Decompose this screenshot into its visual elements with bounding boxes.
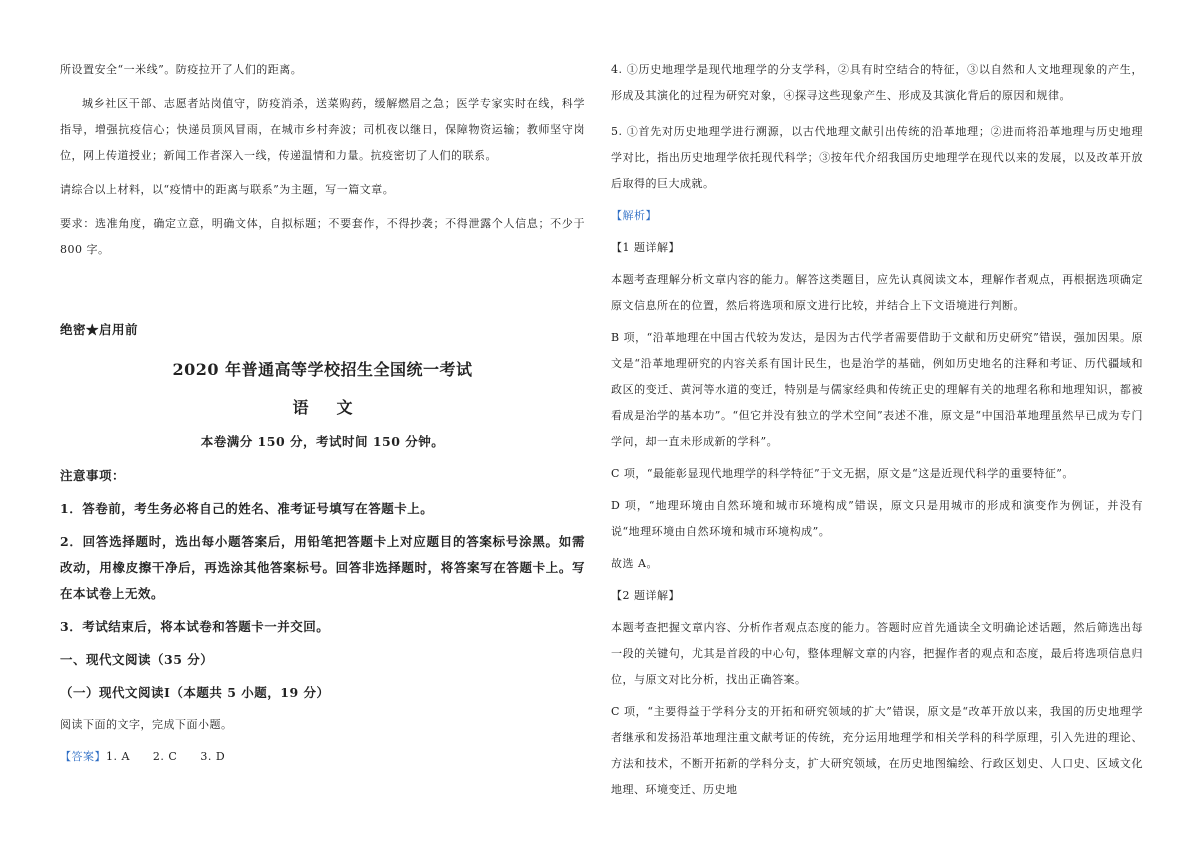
essay-material-paragraph: 城乡社区干部、志愿者站岗值守，防疫消杀，送菜购药，缓解燃眉之急；医学专家实时在线，科学指导，增强抗疫信心；快递员顶风冒雨，在城市乡村奔波；司机夜以继日，保障物资运输；教师坚守岗位，网上传道授业；新闻工作者深入一线，传递温情和力量。抗疫密切了人们的联系。 [60, 97, 585, 162]
detail-2-intro: 本题考查把握文章内容、分析作者观点态度的能力。答题时应首先通读全文明确论述话题，然后筛选出每一段的关键句，尤其是首段的中心句，整体理解文章的内容，把握作者的观点和态度，最后将选项信息归位，与原文对比分析，找出正确答案。 [611, 621, 1143, 686]
detail-1-option-c: C 项，“最能彰显现代地理学的科学特征”于文无据，原文是“这是近现代科学的重要特征”。 [611, 467, 1074, 480]
subject-title: 语文 [292, 398, 381, 417]
right-column [611, 0, 1143, 803]
notice-item-1: 1．答卷前，考生务必将自己的姓名、准考证号填写在答题卡上。 [60, 501, 434, 516]
analysis-tag: 【解析】 [611, 209, 657, 222]
notice-title: 注意事项： [60, 468, 126, 483]
detail-1-option-b: B 项，“沿革地理在中国古代较为发达，是因为古代学者需要借助于文献和历史研究”错误，强加因果。原文是“沿革地理研究的内容关系有国计民生，也是治学的基础，例如历史地名的注释和考证、历代疆域和政区的变迁、黄河等水道的变迁，特别是与儒家经典和传统正史的理解有关的地理名称和地理知识，都被看成是治学的基本功”。“但它并没有独立的学术空间”表述不准，原文是“中国沿革地理虽然早已成为专门学问，却一直未形成新的学科”。 [611, 331, 1143, 448]
detail-2-title: 【2 题详解】 [611, 589, 680, 602]
detail-1-title: 【1 题详解】 [611, 241, 680, 254]
reading-instruction: 阅读下面的文字，完成下面小题。 [60, 718, 233, 731]
subsection-heading: （一）现代文阅读Ⅰ（本题共 5 小题，19 分） [60, 685, 330, 700]
essay-requirements: 要求：选准角度，确定立意，明确文体，自拟标题；不要套作，不得抄袭；不得泄露个人信息；不少于 800 字。 [60, 217, 585, 256]
essay-material-end: 所设置安全“一米线”。防疫拉开了人们的距离。 [60, 63, 303, 76]
answer-5: 5. ①首先对历史地理学进行溯源，以古代地理文献引出传统的沿革地理；②进而将沿革地理与历史地理学对比，指出历史地理学依托现代科学；③按年代介绍我国历史地理学在现代以来的发展，以及改革开放后取得的巨大成就。 [611, 125, 1143, 190]
detail-1-choice: 故选 A。 [611, 557, 658, 570]
secret-label: 绝密★启用前 [60, 322, 139, 337]
detail-2-option-c: C 项，“主要得益于学科分支的开拓和研究领域的扩大”错误，原文是“改革开放以来，我国的历史地理学者继承和发扬沿革地理注重文献考证的传统，充分运用地理学和相关学科的科学原理，引入先进的理论、方法和技术，不断开拓新的学科分支，扩大研究领域，在历史地图编绘、行政区划史、人口史、区域文化地理、环境变迁、历史地 [611, 705, 1143, 796]
notice-item-3: 3．考试结束后，将本试卷和答题卡一并交回。 [60, 619, 330, 634]
detail-1-option-d: D 项，“地理环境由自然环境和城市环境构成”错误，原文只是用城市的形成和演变作为例证，并没有说“地理环境由自然环境和城市环境构成”。 [611, 499, 1143, 538]
section-heading: 一、现代文阅读（35 分） [60, 652, 214, 667]
essay-prompt: 请综合以上材料，以“疫情中的距离与联系”为主题，写一篇文章。 [60, 183, 395, 196]
answer-line [60, 744, 585, 770]
left-column [60, 0, 585, 770]
answer-4: 4. ①历史地理学是现代地理学的分支学科，②具有时空结合的特征，③以自然和人文地理现象的产生，形成及其演化的过程为研究对象，④探寻这些现象产生、形成及其演化背后的原因和规律。 [611, 63, 1143, 102]
score-line: 本卷满分 150 分，考试时间 150 分钟。 [200, 434, 445, 449]
answer-text: 1. A 2. C 3. D [106, 750, 226, 763]
exam-title: 2020 年普通高等学校招生全国统一考试 [172, 360, 473, 379]
answer-tag: 【答案】 [60, 750, 106, 763]
notice-item-2: 2．回答选择题时，选出每小题答案后，用铅笔把答题卡上对应题目的答案标号涂黑。如需改动，用橡皮擦干净后，再选涂其他答案标号。回答非选择题时，将答案写在答题卡上。写在本试卷上无效。 [60, 534, 585, 601]
detail-1-intro: 本题考查理解分析文章内容的能力。解答这类题目，应先认真阅读文本，理解作者观点，再根据选项确定原文信息所在的位置，然后将选项和原文进行比较，并结合上下文语境进行判断。 [611, 273, 1143, 312]
